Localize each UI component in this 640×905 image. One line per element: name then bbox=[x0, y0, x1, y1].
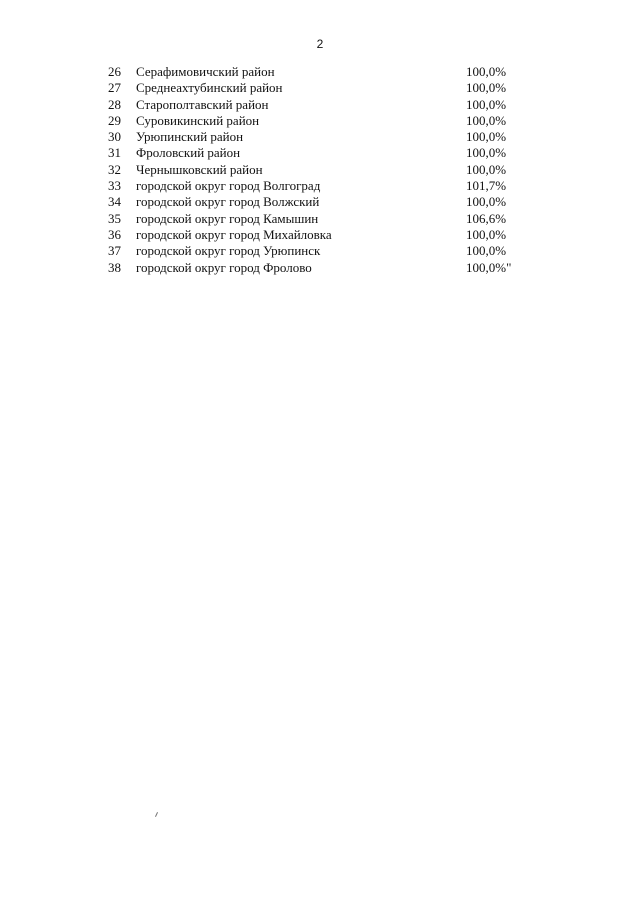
table-row bbox=[0, 162, 640, 178]
district-name: Чернышковский район bbox=[136, 161, 263, 177]
percent-value: 100,0% bbox=[466, 112, 507, 128]
row-number: 35 bbox=[108, 210, 121, 226]
table-row bbox=[0, 243, 640, 259]
percent-value: 100,0% bbox=[466, 129, 507, 145]
percent-value: 100,0% bbox=[466, 64, 507, 79]
table-row bbox=[0, 178, 640, 194]
row-number: 37 bbox=[108, 243, 121, 259]
district-name: Суровикинский район bbox=[136, 112, 260, 128]
percent-value: 100,0% bbox=[466, 145, 507, 161]
percent-value: 100,0% bbox=[466, 226, 507, 242]
percent-value: 100,0%" bbox=[466, 259, 512, 275]
district-name: городской округ город Урюпинск bbox=[136, 243, 321, 259]
percent-value: 100,0% bbox=[466, 80, 507, 96]
table-row bbox=[0, 194, 640, 210]
district-name: Среднеахтубинский район bbox=[136, 80, 283, 96]
table-row bbox=[0, 227, 640, 243]
row-number: 33 bbox=[108, 178, 121, 194]
percent-value: 101,7% bbox=[466, 178, 507, 194]
percent-value: 100,0% bbox=[466, 194, 507, 210]
district-name: городской округ город Волжский bbox=[136, 194, 320, 210]
row-number: 29 bbox=[108, 112, 121, 128]
row-number: 32 bbox=[108, 161, 121, 177]
row-number: 28 bbox=[108, 96, 121, 112]
row-number: 26 bbox=[108, 64, 121, 79]
district-name: городской округ город Михайловка bbox=[136, 226, 332, 242]
row-number: 30 bbox=[108, 129, 121, 145]
page-number: 2 bbox=[316, 37, 324, 51]
percent-value: 106,6% bbox=[466, 210, 507, 226]
table-row bbox=[0, 260, 640, 276]
percent-value: 100,0% bbox=[466, 96, 507, 112]
table-row bbox=[0, 64, 640, 80]
percent-value: 100,0% bbox=[466, 161, 507, 177]
row-number: 34 bbox=[108, 194, 121, 210]
district-name: Серафимовичский район bbox=[136, 64, 275, 79]
table-row bbox=[0, 80, 640, 96]
table-row bbox=[0, 145, 640, 161]
row-number: 38 bbox=[108, 259, 121, 275]
percent-value: 100,0% bbox=[466, 243, 507, 259]
table-row bbox=[0, 113, 640, 129]
district-name: Старополтавский район bbox=[136, 96, 269, 112]
district-name: Фроловский район bbox=[136, 145, 241, 161]
table-row bbox=[0, 129, 640, 145]
district-name: городской округ город Камышин bbox=[136, 210, 319, 226]
district-name: городской округ город Волгоград bbox=[136, 178, 321, 194]
district-name: городской округ город Фролово bbox=[136, 259, 312, 275]
row-number: 36 bbox=[108, 226, 121, 242]
district-name: Урюпинский район bbox=[136, 129, 244, 145]
district-table bbox=[0, 64, 640, 276]
table-row bbox=[0, 211, 640, 227]
row-number: 31 bbox=[108, 145, 121, 161]
scan-speck bbox=[155, 812, 158, 817]
row-number: 27 bbox=[108, 80, 121, 96]
table-row bbox=[0, 97, 640, 113]
